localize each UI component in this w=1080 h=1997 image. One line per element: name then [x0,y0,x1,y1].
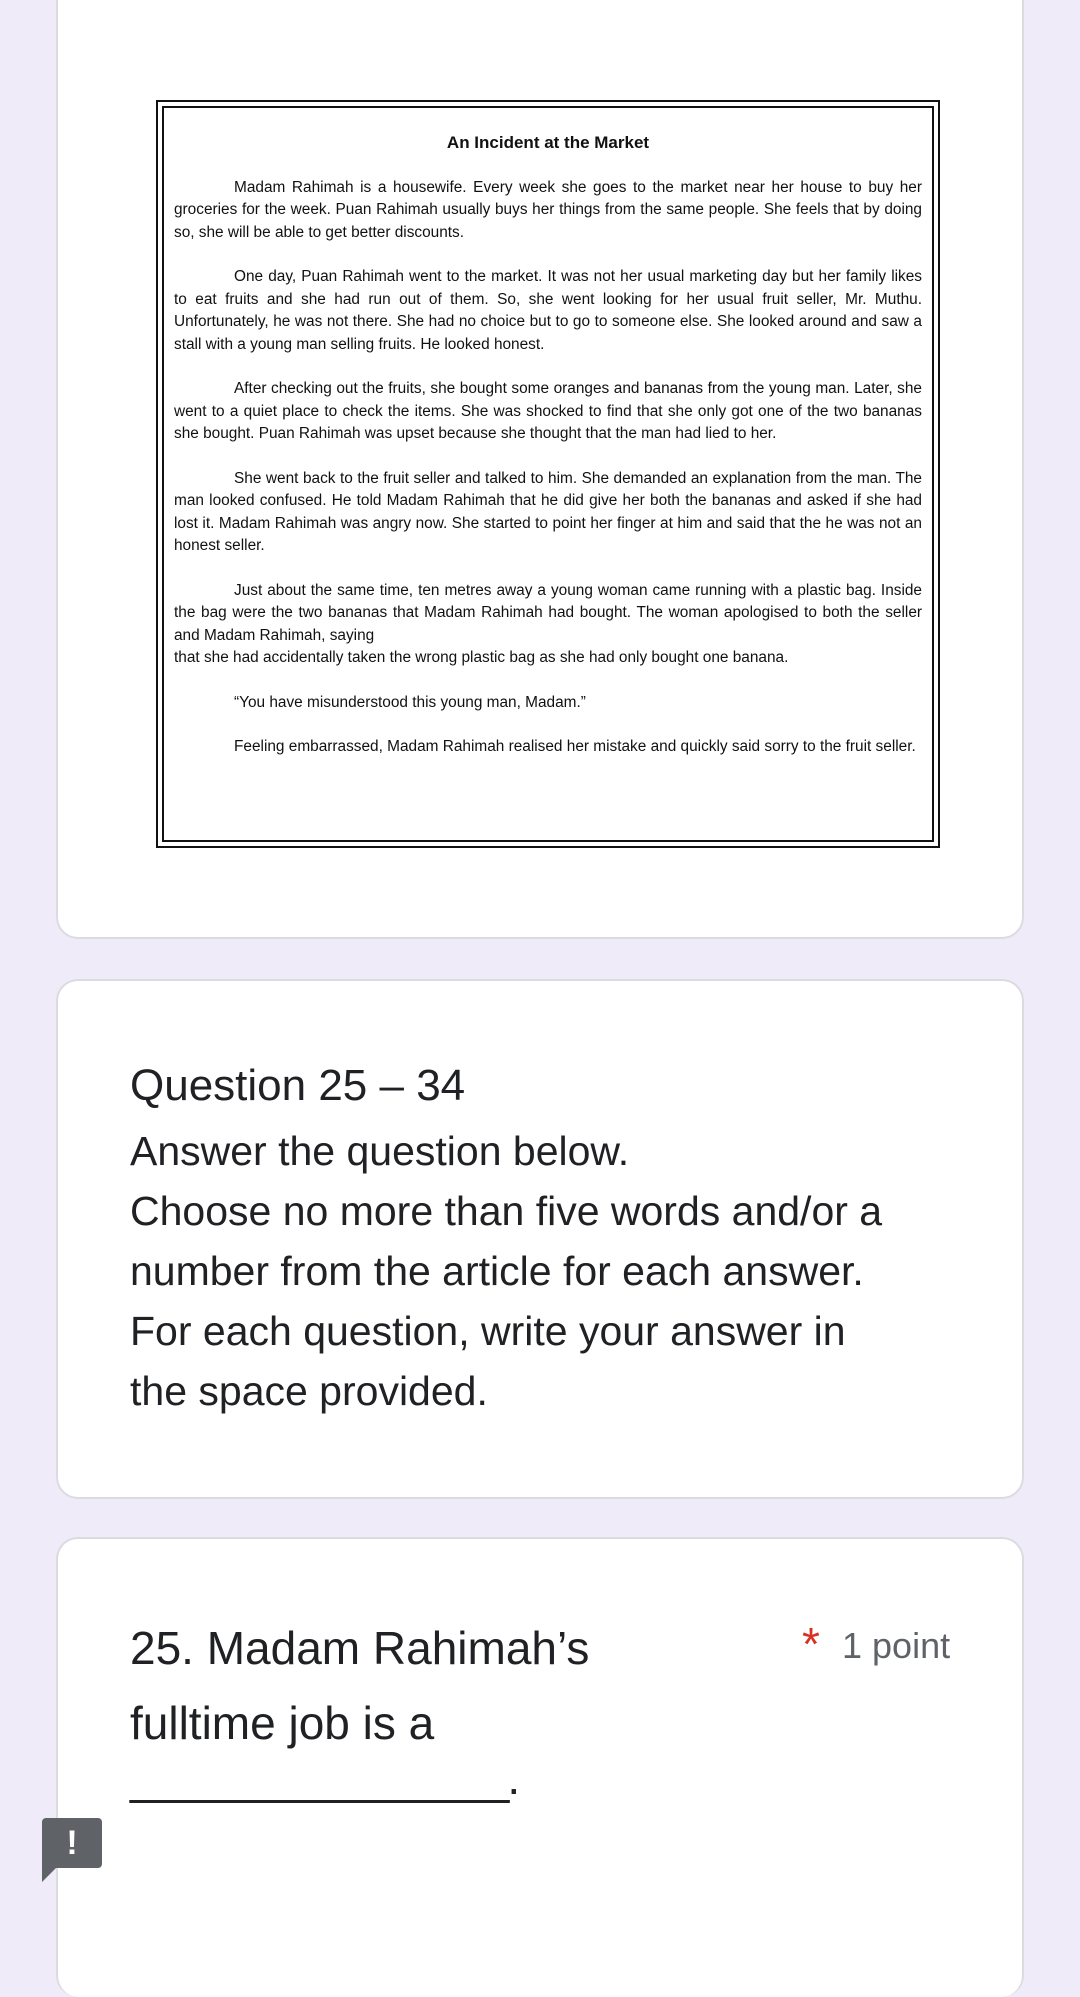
passage-paragraph-2: One day, Puan Rahimah went to the market. It was not her usual marketing day but her family likes to eat fruits and she had run out of them. So, she went looking for her usual fruit seller, Mr. Muthu. Unfortunately, he was not there. She had no choice but to go to someone else. She looked around and saw a stall with a young man selling fruits. He looked honest. [174,268,922,353]
passage-title: An Incident at the Market [446,133,650,152]
passage-paragraph-5: Just about the same time, ten metres away a young woman came running with a plastic bag. Inside the bag were the two bananas that Madam Rahimah had bought. The woman apologised to both the seller and Madam Rahimah, saying that she had accidentally taken the wrong plastic bag as she had only bought one banana. [174,581,922,666]
passage-text-box [162,106,934,842]
question-points: 1 point [842,1625,951,1666]
passage-image [156,100,940,848]
passage-card [56,0,1024,939]
passage-closing: Feeling embarrassed, Madam Rahimah realised her mistake and quickly said sorry to the fruit seller. [234,738,916,755]
report-problem-icon[interactable] [42,1818,102,1868]
passage-paragraph-1: Madam Rahimah is a housewife. Every week she goes to the market near her house to buy her groceries for the week. Puan Rahimah usually buys her things from the same people. She feels that by doing so, she will be able to get better discounts. [174,178,922,241]
passage-paragraph-4: She went back to the fruit seller and talked to him. She demanded an explanation from the man. The man looked confused. He told Madam Rahimah that he did give her both the bananas and asked if she had lost it. Madam Rahimah was angry now. She started to point her finger at him and said that the he was not an honest seller. [174,469,922,554]
question-title: 25. Madam Rahimah’s fulltime job is a [130,1622,590,1749]
passage-paragraph-3: After checking out the fruits, she bought some oranges and bananas from the young man. Later, she went to a quiet place to check the items. She was shocked to find that she only got one of the two bananas she bought. Puan Rahimah was upset because she thought that the man had lied to her. [174,380,922,442]
required-asterisk: * [802,1618,820,1670]
section-title: Question 25 – 34 [130,1061,466,1110]
question-card [56,1537,1024,1997]
answer-blank: ________________. [130,1752,519,1804]
section-description: Answer the question below. Choose no more than five words and/or a number from the article for each answer. For each question, write your answer in the space provided. [130,1128,883,1414]
exclamation-icon: ! [66,1824,78,1862]
section-header-card [56,979,1024,1499]
passage-quote: “You have misunderstood this young man, Madam.” [234,693,586,711]
